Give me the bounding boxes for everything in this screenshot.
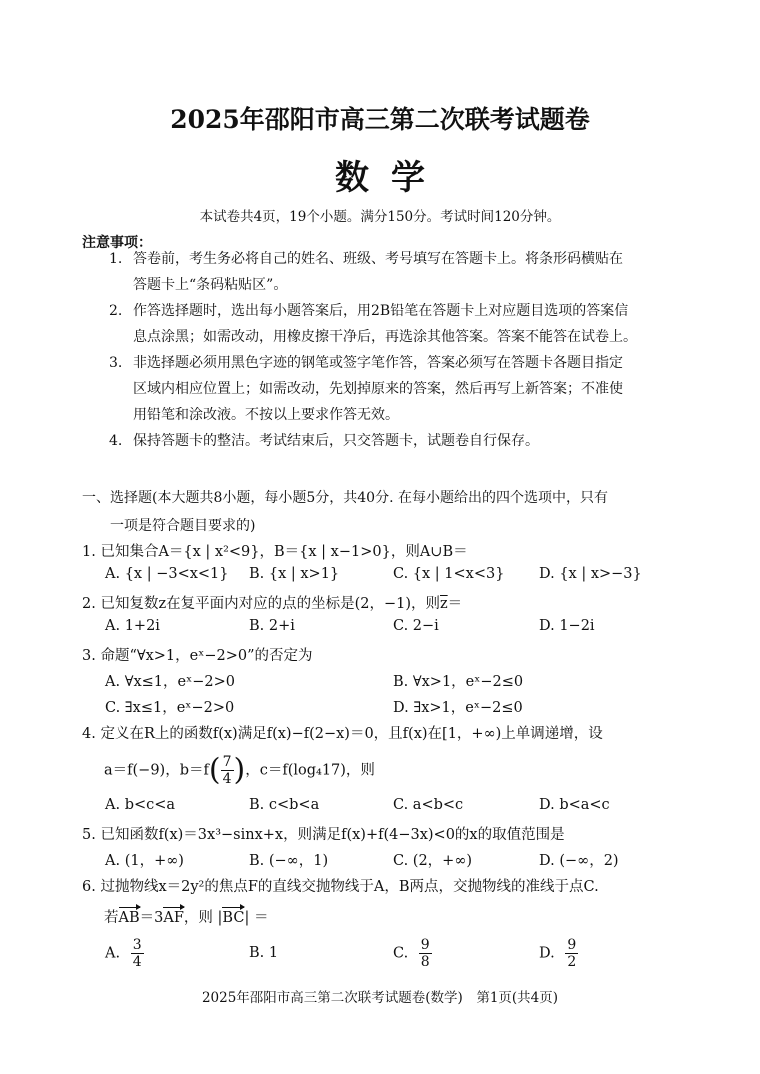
question-2-option-d: D. 1−2i: [539, 618, 595, 634]
fraction-numerator: 9: [567, 937, 577, 953]
fraction-denominator: 2: [567, 954, 577, 970]
exam-info: 本试卷共4页，19个小题。满分150分。考试时间120分钟。: [199, 209, 561, 225]
question-2-option-c: C. 2−i: [393, 618, 439, 634]
notice-item: [111, 350, 683, 428]
question-5-option-c: C. (2，+∞): [393, 853, 473, 869]
notice-item-line: 作答选择题时，选出每小题答案后，用2B铅笔在答题卡上对应题目选项的答案信: [133, 303, 629, 319]
option-label: A.: [105, 945, 121, 962]
notice-item-number: 1.: [109, 251, 123, 267]
subject-title: 数学: [335, 158, 447, 198]
question-6-option-b: B. 1: [249, 945, 279, 961]
question-4-option-c: C. a<b<c: [393, 797, 464, 813]
fraction-numerator: 7: [222, 754, 232, 770]
notice-item: [111, 246, 683, 298]
question-4-option-b: B. c<b<a: [249, 797, 320, 813]
notice-item: [111, 298, 683, 350]
question-4-option-a: A. b<c<a: [105, 797, 176, 813]
question-4-line2-text: a＝f(−9)，b＝f: [104, 762, 209, 779]
question-3-stem: 3. 命题“∀x>1，eˣ−2>0”的否定为: [82, 648, 313, 664]
fraction-denominator: 4: [132, 954, 142, 970]
notice-item-line: 息点涂黑；如需改动，用橡皮擦干净后，再选涂其他答案。答案不能答在试卷上。: [133, 329, 637, 345]
fraction-numerator: 9: [420, 937, 430, 953]
question-1-option-c: C. {x | 1<x<3}: [393, 566, 505, 582]
question-3-option-a: A. ∀x≤1，eˣ−2>0: [105, 674, 235, 690]
notice-item-number: 2.: [109, 303, 123, 319]
question-6-option-c: [393, 937, 432, 970]
question-1-option-b: B. {x | x>1}: [249, 566, 340, 582]
section-heading: [82, 484, 692, 540]
section-heading-line: 一项是符合题目要求的): [110, 518, 256, 534]
conjugate-z: $\overline{z}$: [440, 596, 448, 612]
question-4-stem-line2: [104, 754, 375, 787]
question-6-option-d: [539, 937, 578, 970]
question-2-option-b: B. 2+i: [249, 618, 295, 634]
question-1-stem: 1. 已知集合A＝{x | x²<9}，B＝{x | x−1>0}，则A∪B＝: [82, 544, 468, 560]
question-5-option-d: D. (−∞，2): [539, 853, 619, 869]
question-3-option-c: C. ∃x≤1，eˣ−2>0: [105, 700, 235, 716]
fraction: [565, 937, 578, 970]
question-6-line2-text: | ＝: [244, 910, 269, 926]
notice-item: [111, 428, 683, 454]
question-1-option-d: D. {x | x>−3}: [539, 566, 642, 582]
notice-item-line: 答题卡上“条码粘贴区”。: [133, 277, 288, 293]
notice-item-number: 4.: [109, 433, 123, 449]
fraction: [419, 937, 432, 970]
option-label: C.: [393, 945, 409, 962]
question-2-option-a: A. 1+2i: [105, 618, 160, 634]
option-label: D.: [539, 945, 555, 962]
question-6-line2-text: ，则 |: [183, 910, 223, 926]
notice-heading: 注意事项：: [82, 235, 152, 251]
fraction: [131, 937, 144, 970]
fraction-denominator: 8: [420, 954, 430, 970]
question-6-option-a: [105, 937, 144, 970]
question-6-line2-text: 若: [104, 910, 119, 926]
vector-ab: AB: [118, 910, 140, 926]
question-3-option-d: D. ∃x>1，eˣ−2≤0: [393, 700, 523, 716]
section-heading-line: 一、选择题(本大题共8小题，每小题5分，共40分. 在每小题给出的四个选项中，只有: [82, 490, 608, 506]
question-5-option-a: A. (1，+∞): [105, 853, 184, 869]
vector-bc: BC: [222, 910, 245, 926]
right-paren: ): [233, 752, 246, 788]
question-4-stem: 4. 定义在R上的函数f(x)满足f(x)−f(2−x)＝0，且f(x)在[1，+∞)上单调递增，设: [82, 726, 603, 742]
notice-item-line: 答卷前，考生务必将自己的姓名、班级、考号填写在答题卡上。将条形码横贴在: [133, 251, 623, 267]
question-2-stem-text: 2. 已知复数z在复平面内对应的点的坐标是(2，−1)，则: [82, 596, 440, 612]
question-5-option-b: B. (−∞，1): [249, 853, 329, 869]
notice-item-line: 区域内相应位置上；如需改动，先划掉原来的答案，然后再写上新答案；不准使: [133, 381, 623, 397]
fraction-denominator: 4: [222, 771, 232, 787]
fraction-seven-quarters: [221, 754, 234, 787]
question-1-option-a: A. {x | −3<x<1}: [105, 566, 229, 582]
question-2-stem: [82, 592, 462, 613]
question-2-stem-end: ＝: [447, 596, 463, 612]
notice-item-line: 保持答题卡的整洁。考试结束后，只交答题卡，试题卷自行保存。: [133, 433, 539, 449]
question-6-stem: 6. 过抛物线x＝2y²的焦点F的直线交抛物线于A，B两点，交抛物线的准线于点C.: [82, 879, 599, 895]
question-6-stem-line2: [104, 906, 268, 927]
left-paren: (: [208, 752, 221, 788]
question-4-line2-text: ，c＝f(log₄17)，则: [245, 762, 375, 779]
fraction-numerator: 3: [132, 937, 142, 953]
question-3-option-b: B. ∀x>1，eˣ−2≤0: [393, 674, 524, 690]
question-5-stem: 5. 已知函数f(x)＝3x³−sinx+x，则满足f(x)+f(4−3x)<0的x的取值范围是: [82, 827, 565, 843]
exam-title: 2025年邵阳市高三第二次联考试题卷: [170, 105, 590, 134]
question-4-option-d: D. b<a<c: [539, 797, 610, 813]
vector-af: AF: [163, 910, 184, 926]
notice-item-number: 3.: [109, 355, 123, 371]
notice-item-line: 非选择题必须用黑色字迹的钢笔或签字笔作答，答案必须写在答题卡各题目指定: [133, 355, 623, 371]
notice-item-line: 用铅笔和涂改液。不按以上要求作答无效。: [133, 407, 399, 423]
question-6-line2-text: ＝3: [139, 910, 164, 926]
page-footer: 2025年邵阳市高三第二次联考试题卷(数学) 第1页(共4页): [201, 990, 559, 1006]
